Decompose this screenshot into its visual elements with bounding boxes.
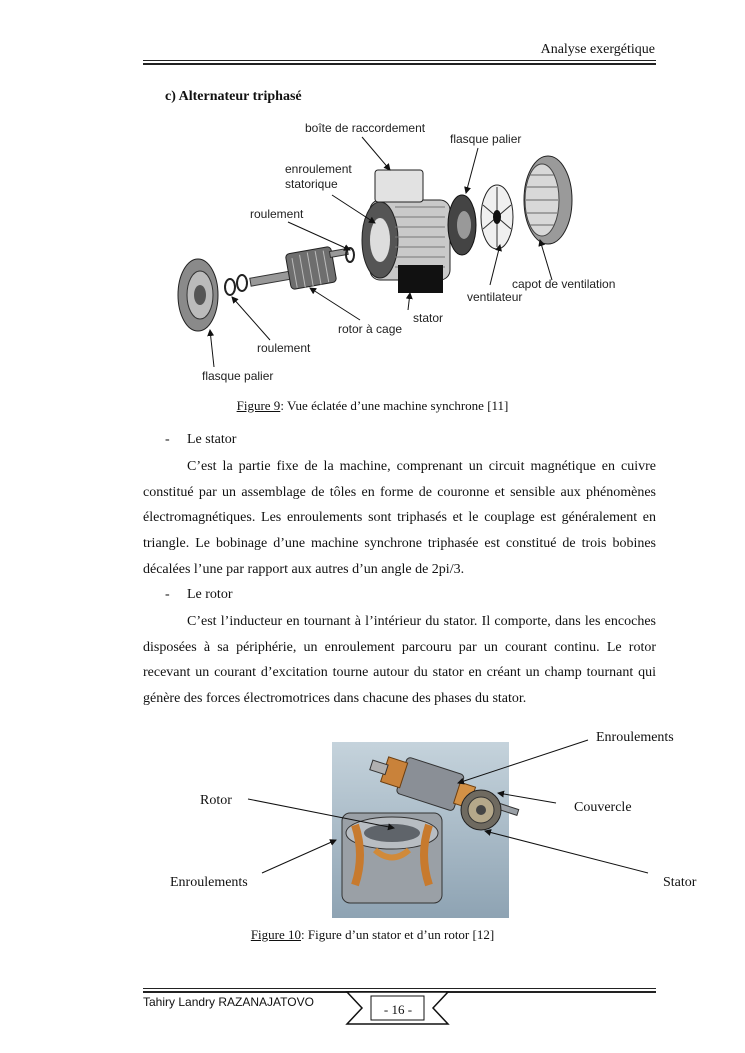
bullet-rotor: - Le rotor (165, 587, 233, 602)
photo-stator-rotor (332, 742, 524, 918)
paragraph-stator: C’est la partie fixe de la machine, comprenant un circuit magnétique en cuivre constitué par un assemblage de tôles en forme de couronne et sensible aux phénomènes électromagnétiques. Les enroulements sont triphasés et le couplage est généralement en triangle. Le bobinage d’une machine synchrone triphasée est constitué de trois bobines décalées l’une par rapport aux autres d’un angle de 2pi/3. (143, 459, 656, 577)
exploded-machine-figure (170, 115, 630, 387)
section-heading: c) Alternateur triphasé (165, 89, 302, 104)
figure9-caption-text: : Vue éclatée d’une machine synchrone [11] (280, 398, 509, 413)
roulement-left-drawing (225, 275, 247, 295)
flasque-palier-right-drawing (448, 195, 476, 255)
label-roulement-top: roulement (250, 207, 304, 221)
label-stator-fig10: Stator (663, 875, 697, 890)
label-enroulement-1: enroulement (285, 162, 352, 176)
label-enroulement-2: statorique (285, 177, 338, 191)
footer-author: Tahiry Landry RAZANAJATOVO (143, 995, 314, 1009)
figure9-ref: Figure 9 (236, 398, 281, 413)
capot-ventilation-drawing (524, 156, 572, 244)
header-rule-thick (143, 63, 656, 65)
label-couvercle: Couvercle (574, 800, 632, 815)
bullet-stator-label: Le stator (187, 432, 237, 447)
ventilateur-drawing (481, 185, 513, 249)
page-number: - 16 - (383, 1002, 413, 1017)
label-enroulements-top: Enroulements (596, 730, 674, 745)
bullet-stator: - Le stator (165, 432, 237, 447)
figure10-caption (0, 927, 745, 943)
figure10-caption-text: : Figure d’un stator et d’un rotor [12] (301, 927, 495, 942)
label-flasque-palier-bottom: flasque palier (202, 369, 274, 383)
label-rotor-cage: rotor à cage (338, 322, 403, 336)
label-rotor: Rotor (200, 793, 232, 808)
flasque-palier-left-drawing (178, 259, 218, 331)
label-enroulements-left: Enroulements (170, 875, 248, 890)
rotor-cage-drawing (250, 246, 354, 289)
label-stator: stator (413, 311, 444, 325)
running-header: Analyse exergétique (540, 42, 655, 57)
label-flasque-palier-top: flasque palier (450, 132, 522, 146)
label-capot-ventilation: capot de ventilation (512, 277, 616, 291)
figure10-ref: Figure 10 (250, 927, 302, 942)
stator-rotor-figure (150, 725, 710, 925)
label-ventilateur: ventilateur (467, 290, 523, 304)
figure9-caption (0, 398, 745, 414)
stator-housing-drawing (362, 170, 450, 293)
bullet-rotor-label: Le rotor (187, 587, 233, 602)
label-roulement-bottom: roulement (257, 341, 311, 355)
header-rule (143, 60, 656, 61)
footer-rule (143, 988, 656, 989)
label-boite-raccordement: boîte de raccordement (305, 121, 426, 135)
paragraph-rotor: C’est l’inducteur en tournant à l’intérieur du stator. Il comporte, dans les encoches disposées à sa périphérie, un enroulement parcouru par un courant continu. Le rotor recevant un courant d’excitation tourne autour du stator en créant un champ tournant qui génère des forces électromotrices dans chacune des phases du stator. (143, 614, 656, 707)
